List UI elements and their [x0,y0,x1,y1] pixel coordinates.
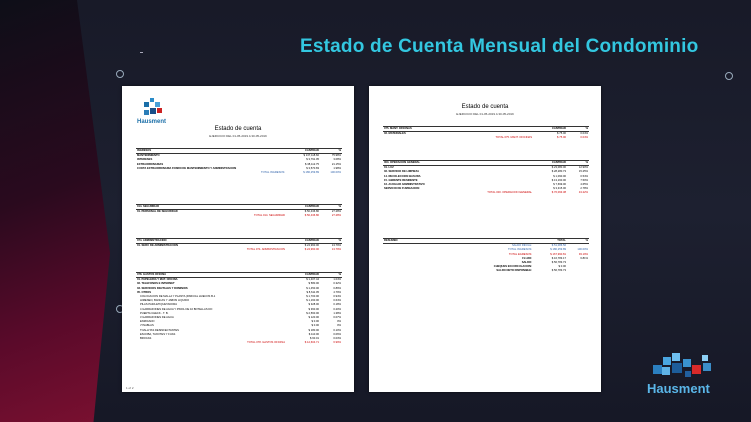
total-label: TOTAL 014. SEGURIDAD [253,214,285,218]
row-percent: 7.50% [580,178,588,182]
column-header: 000. OPERACIÓN GENERAL [383,161,533,166]
circle-icon [116,70,124,78]
item-percent: 0.94% [333,295,341,299]
summary-percent: 100.00% [577,248,588,252]
circle-icon [725,72,733,80]
summary-percent [567,269,589,273]
row-amount: $ 75.00 [557,132,566,136]
row-label: 03. SERVICIOS DIGITALES Y DOMINIOS [137,286,188,290]
item-percent: 0.07% [333,316,341,320]
column-header: % [320,205,342,210]
row-percent: 3.08% [333,158,341,162]
item-label: TOALLITAS DESINFECTANTES [140,328,179,332]
total-amount: $ 75.00 [557,136,566,140]
item-label: 4 GARRAFONES DE AGUA Y PINOL DE 10 BOTELLAS DO [140,307,213,311]
row-amount: $ 3,570.83 [306,166,319,170]
operacion-general-table [383,160,589,196]
item-label: HIMENEO, BANCAS Y JABÓN LIQUIDO [140,299,190,303]
total-row [383,191,589,195]
row-percent: 75.98% [331,154,341,158]
summary-amount: $ 167,990.81 [550,252,566,256]
total-label: TOTAL 075. MANT. OFICINAS [495,136,532,140]
row-percent: 12.90% [578,166,588,170]
row-percent: 4.79% [333,290,341,294]
total-amount: $ 12,604.71 [304,341,319,345]
summary-amount: $ 51,086.56 [551,244,566,248]
column-header: % [567,127,589,132]
row-label: 16. AUXILIAR ADMINISTRATIVO [384,183,425,187]
total-row [136,248,342,252]
total-percent: 43.22% [578,191,588,195]
item-amount: $ 180.00 [308,328,319,332]
column-header: CANTIDAD [286,239,320,244]
item-percent: 0.10% [333,328,341,332]
total-amount: $ 180,259.89 [303,171,319,175]
total-amount: $ 24,960.00 [304,248,319,252]
item-amount: $ 360.00 [308,307,319,311]
total-label: TOTAL 074. ADMINISTRACIÓN [246,248,285,252]
row-label: 02. SERVICIO DE LIMPIEZA [384,170,420,174]
summary-label: SALDO INICIAL: [511,244,532,248]
row-percent: 27.28% [331,210,341,214]
row-percent: 0.04% [580,132,588,136]
gastos-oficina-table [136,272,342,345]
column-header: 014. SEGURIDAD [136,205,286,210]
column-header: CANTIDAD [286,149,320,154]
row-label: 01. SERV. DE ADMINISTRACIÓN [137,244,178,248]
row-label: INTERESES [137,158,153,162]
item-amount: $ 2,560.00 [306,311,319,315]
row-percent: 2.78% [580,187,588,191]
dash-decoration [140,52,143,53]
total-row [383,136,589,140]
summary-amount: $ 16,783.17 [551,256,566,260]
column-header: 074. ADMINISTRACIÓN [136,239,286,244]
total-label: TOTAL INGRESOS: [261,171,285,175]
item-amount: $ 0.00 [311,324,319,328]
item-amount: $ 0.00 [311,320,319,324]
row-label: 01. PERSONAL DE SEGURIDAD [137,210,178,214]
ingresos-table [136,148,342,175]
seguridad-table [136,204,342,219]
brand-name: Hausment [137,119,167,125]
row-percent: 0.89% [333,286,341,290]
column-header: CANTIDAD [286,273,320,278]
column-header: % [320,273,342,278]
summary-amount: $ 56,783.73 [551,269,566,273]
summary-label: CHEQUES EN CIRCULACIÓN: [493,265,532,269]
summary-amount: $ 0.00 [558,265,566,269]
row-percent: 0.54% [580,174,588,178]
summary-label: SALDO: [521,261,532,265]
item-percent: 0% [337,320,341,324]
item-percent: 0.18% [333,303,341,307]
column-header: % [320,239,342,244]
page-footer: 1 of 2 [126,386,134,390]
item-label: JYNABLAS [140,324,154,328]
row-label: SERVICIO DE FUMIGACIÓN [384,187,420,191]
row-label: 14. RECOLECCIÓN BASURA [384,174,421,178]
row-amount: $ 1,407.44 [306,278,319,282]
item-amount: $ 60.01 [310,337,319,341]
item-label: ESCOBA, TAXOTES Y FUAS [140,332,176,336]
column-header: CANTIDAD [533,127,567,132]
total-row [136,341,342,345]
summary-percent: 93.19% [578,252,588,256]
row-amount: $ 580.00 [308,282,319,286]
row-label: 01. LUZ [384,166,394,170]
item-percent: 0.20% [333,307,341,311]
item-amount: $ 1,160.00 [306,299,319,303]
column-header: CANTIDAD [286,205,320,210]
page-heading: Estado de cuenta [461,104,509,110]
row-label: EXTRAORDINARIAS [137,162,164,166]
row-percent: 1.04% [333,278,341,282]
row-percent: 1.98% [333,166,341,170]
total-amount: $ 50,436.80 [304,214,319,218]
row-percent: 4.65% [580,183,588,187]
row-label: 01. PAPELERIA Y MAT. OFICINA [137,278,178,282]
column-header: INGRESOS [136,149,286,154]
row-label: 15. GERENTE RESIDENTE [384,178,418,182]
total-row [136,171,342,175]
total-row [136,214,342,218]
item-percent: 0.03% [333,337,341,341]
row-label: 02. MATERIALES [384,132,406,136]
column-header: TOTAL [533,239,567,244]
total-percent: 100.00% [330,171,341,175]
summary-label: FLUJO: [522,256,532,260]
item-percent: 0.06% [333,332,341,336]
period-label: EJERCICIO DEL 01-05-2019 A 30-05-2019 [456,112,514,116]
slide-title: Estado de Cuenta Mensual del Condominio [300,36,699,57]
row-label: MANTENIMIENTO [137,154,160,158]
item-amount: $ 328.00 [308,303,319,307]
column-header: 078. GASTOS OFICINA [136,273,286,278]
row-amount: $ 23,080.00 [551,166,566,170]
row-amount: $ 137,118.82 [303,154,319,158]
brand-wordmark: Hausment [647,381,710,396]
row-label: 05. OTROS [137,290,152,294]
row-label: CUOTA EXTRAORDINARIA FONDO DE MANTENIMIENTO Y ADMINISTRACION [137,166,237,170]
row-amount: $ 13,160.00 [551,178,566,182]
item-label: ENMICADO [140,320,155,324]
summary-amount: $ 56,783.73 [551,261,566,265]
column-header: 075. MANT. OFICINAS [383,127,533,132]
summary-percent: 6.81% [580,256,588,260]
total-label: TOTAL 000. OPERACIÓN GENERAL [487,191,532,195]
item-amount: $ 1,700.00 [306,295,319,299]
column-header: RESUMEN [383,239,533,244]
row-percent: 13.79% [331,244,341,248]
total-percent: 27.28% [331,214,341,218]
total-percent: 0.04% [580,136,588,140]
item-amount: $ 120.00 [308,316,319,320]
column-header: % [567,161,589,166]
column-header: % [320,149,342,154]
item-percent: 0% [337,324,341,328]
summary-label: SALDO NETO DISPONIBLE: [496,269,532,273]
item-percent: 0.64% [333,299,341,303]
item-label: 3 GARRAFONES DE AGUA [140,316,174,320]
item-label: COLOCACIÓN DE MALLA Y PLANTA (PARCIAL HUECOS B-1 [140,295,216,299]
row-percent: 15.25% [578,170,588,174]
total-percent: 6.99% [333,341,341,345]
column-header: CANTIDAD [533,161,567,166]
row-amount: $ 38,112.75 [305,162,319,166]
row-label: 02. TELÉFONOS E INTERNET [137,282,175,286]
statement-page-2 [369,86,601,392]
row-amount: $ 28,280.73 [551,170,566,174]
column-header: % [567,239,589,244]
mant-oficinas-table [383,126,589,141]
summary-row [383,269,589,273]
item-amount: $ 110.00 [308,332,319,336]
row-amount: $ 1,450.00 [306,286,319,290]
row-amount: $ 1,090.00 [553,174,566,178]
item-label: PILAS PARA ETIQUETADORA [140,303,178,307]
row-percent: 21.15% [331,162,341,166]
row-amount: $ 3,791.05 [306,158,319,162]
period-label: EJERCICIO DEL 01-05-2019 A 30-05-2019 [209,134,267,138]
total-percent: 13.79% [331,248,341,252]
item-label: PUERTA CHECK - T. B. [140,311,169,315]
row-amount: $ 8,611.05 [306,290,319,294]
row-amount: $ 24,960.00 [304,244,319,248]
administracion-table [136,238,342,253]
row-amount: $ 50,436.80 [304,210,319,214]
total-amount: $ 76,093.38 [551,191,566,195]
item-label: BROCAS [140,337,152,341]
row-amount: $ 3,315.00 [553,187,566,191]
row-percent: 0.32% [333,282,341,286]
item-percent: 1.38% [333,311,341,315]
row-amount: $ 7,699.00 [553,183,566,187]
total-label: TOTAL 078. GASTOS OFICINA [247,341,285,345]
summary-amount: $ 180,259.89 [550,248,566,252]
resumen-table [383,238,589,274]
summary-label: TOTAL INGRESOS: [508,248,532,252]
page-heading: Estado de cuenta [214,126,262,132]
summary-label: TOTAL EGRESOS: [508,252,532,256]
statement-page-1 [122,86,354,392]
